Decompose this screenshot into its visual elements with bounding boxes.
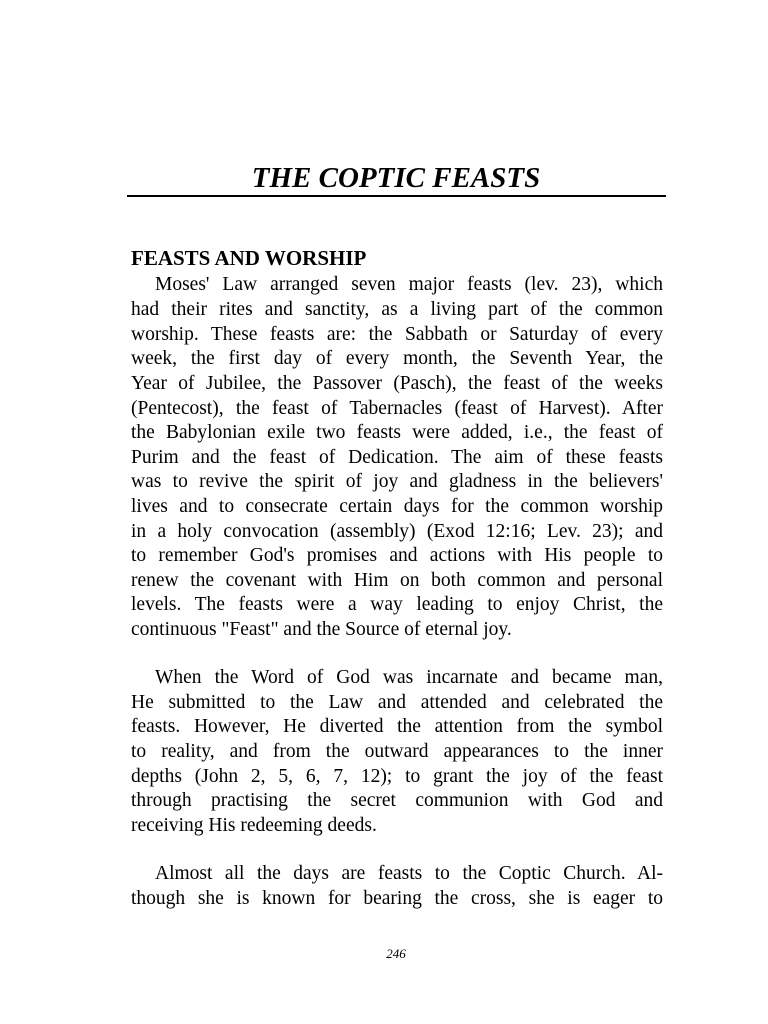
paragraph-3-line: though she is known for bearing the cross, she is eager to <box>131 888 663 909</box>
paragraph-1-line: lives and to consecrate certain days for the common worship <box>131 496 663 517</box>
title-underline <box>127 195 666 197</box>
paragraph-1-line: renew the covenant with Him on both common and personal <box>131 570 663 591</box>
paragraph-1-line: in a holy convocation (assembly) (Exod 12:16; Lev. 23); and <box>131 521 663 542</box>
paragraph-1-line: levels. The feasts were a way leading to enjoy Christ, the <box>131 594 663 615</box>
page-number: 246 <box>386 946 406 961</box>
paragraph-1-line: Purim and the feast of Dedication. The aim of these feasts <box>131 447 663 468</box>
paragraph-1-line: the Babylonian exile two feasts were added, i.e., the feast of <box>131 422 663 443</box>
paragraph-1-line: Moses' Law arranged seven major feasts (lev. 23), which <box>155 274 663 295</box>
paragraph-1-line: Year of Jubilee, the Passover (Pasch), the feast of the weeks <box>131 373 663 394</box>
paragraph-2-line: to reality, and from the outward appearances to the inner <box>131 741 663 762</box>
page-title: THE COPTIC FEASTS <box>251 162 541 194</box>
section-heading: FEASTS AND WORSHIP <box>131 246 367 270</box>
paragraph-2-line: through practising the secret communion with God and <box>131 790 663 811</box>
paragraph-1-line: week, the first day of every month, the Seventh Year, the <box>131 348 663 369</box>
paragraph-2-line: When the Word of God was incarnate and became man, <box>155 667 663 688</box>
paragraph-2-line: He submitted to the Law and attended and celebrated the <box>131 692 663 713</box>
paragraph-1-line: to remember God's promises and actions with His people to <box>131 545 663 566</box>
paragraph-1-line: was to revive the spirit of joy and gladness in the believers' <box>131 471 663 492</box>
paragraph-2-line: receiving His redeeming deeds. <box>131 815 377 836</box>
paragraph-1-line: (Pentecost), the feast of Tabernacles (feast of Harvest). After <box>131 398 663 419</box>
paragraph-1-line: worship. These feasts are: the Sabbath or Saturday of every <box>131 324 663 345</box>
paragraph-1-line: continuous "Feast" and the Source of eternal joy. <box>131 619 512 640</box>
paragraph-2-line: depths (John 2, 5, 6, 7, 12); to grant the joy of the feast <box>131 766 663 787</box>
paragraph-3-line: Almost all the days are feasts to the Coptic Church. Al- <box>155 863 663 884</box>
paragraph-2-line: feasts. However, He diverted the attention from the symbol <box>131 716 663 737</box>
paragraph-1-line: had their rites and sanctity, as a living part of the common <box>131 299 663 320</box>
